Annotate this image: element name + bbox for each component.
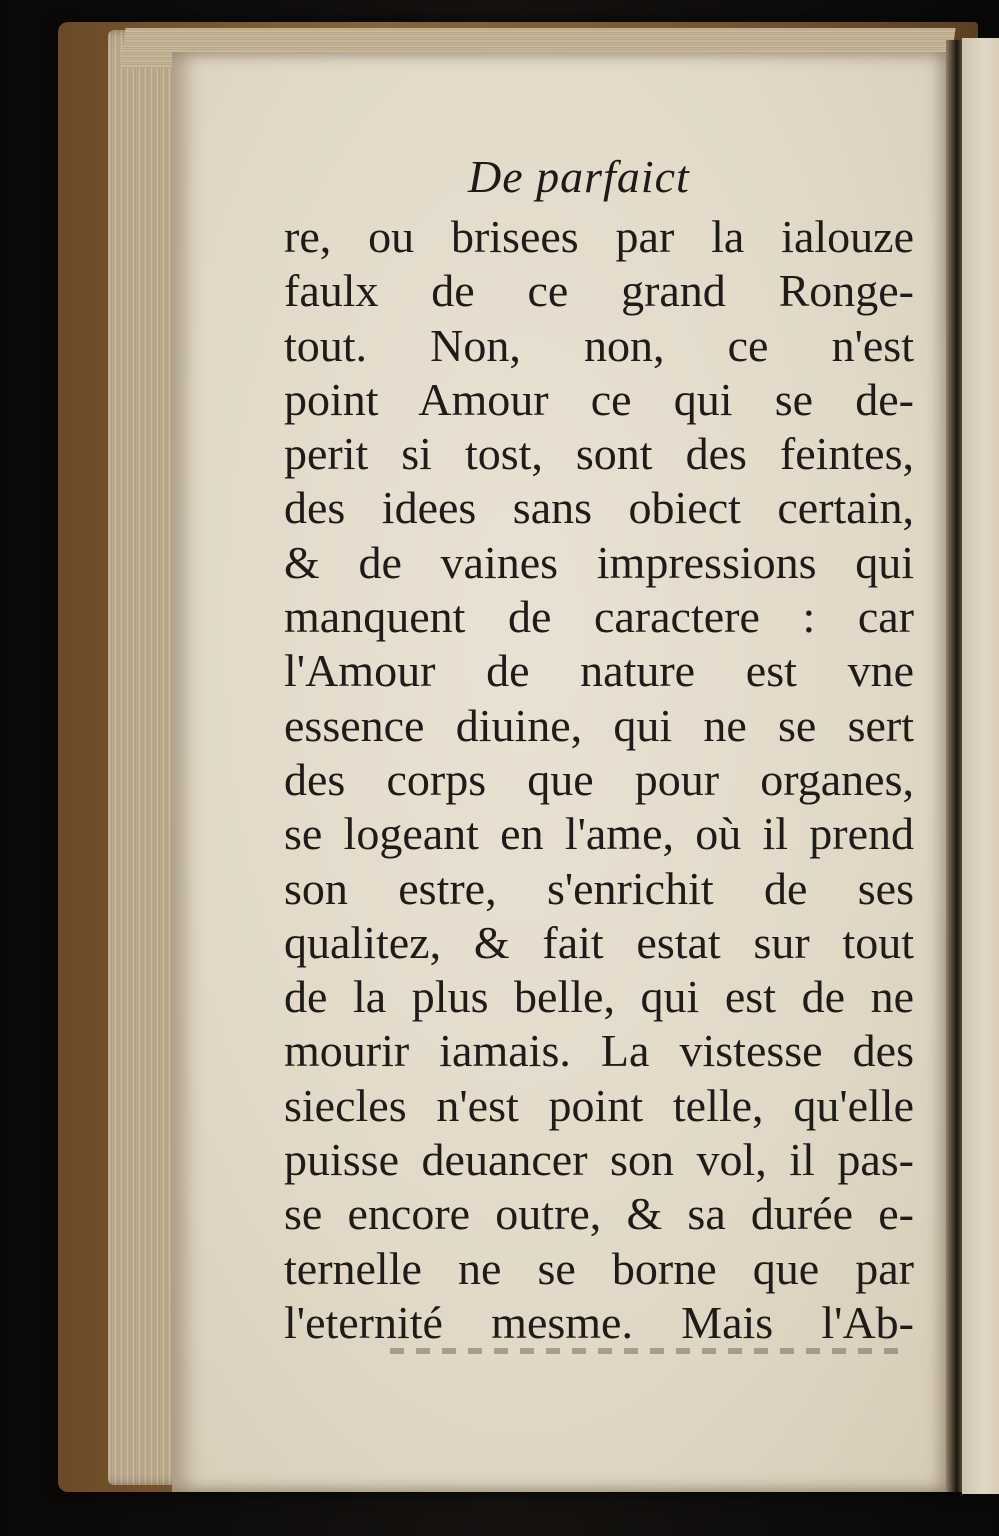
facing-page xyxy=(962,38,999,1494)
text-line: qualitez, & fait estat sur tout xyxy=(284,916,914,968)
text-line: manquent de caractere : car xyxy=(284,591,914,643)
text-line: & de vaines impressions qui xyxy=(284,536,914,588)
text-line: des idees sans obiect certain, xyxy=(284,482,914,534)
text-line: de la plus belle, qui est de ne xyxy=(284,971,914,1023)
text-line: perit si tost, sont des feintes, xyxy=(284,428,914,480)
text-line: siecles n'est point telle, qu'elle xyxy=(284,1079,914,1131)
page-text xyxy=(284,210,914,1350)
text-line: son estre, s'enrichit de ses xyxy=(284,862,914,914)
text-line: des corps que pour organes, xyxy=(284,753,914,805)
text-line: se logeant en l'ame, où il prend xyxy=(284,808,914,860)
text-line: l'eternité mesme. Mais l'Ab- xyxy=(284,1296,914,1348)
text-line: re, ou brisees par la ialouze xyxy=(284,211,914,262)
running-head: De parfaict xyxy=(468,151,690,202)
text-line: point Amour ce qui se de- xyxy=(284,373,914,425)
text-line: faulx de ce grand Ronge- xyxy=(284,265,914,317)
text-line: ternelle ne se borne que par xyxy=(284,1242,914,1294)
text-line: puisse deuancer son vol, il pas- xyxy=(284,1134,914,1186)
text-line: mourir iamais. La vistesse des xyxy=(284,1025,914,1077)
text-line: essence diuine, qui ne se sert xyxy=(284,699,914,751)
text-line: l'Amour de nature est vne xyxy=(284,645,914,697)
text-line: se encore outre, & sa durée e- xyxy=(284,1188,914,1240)
text-line: tout. Non, non, ce n'est xyxy=(284,319,914,371)
ink-bleed-marks xyxy=(390,1348,900,1354)
